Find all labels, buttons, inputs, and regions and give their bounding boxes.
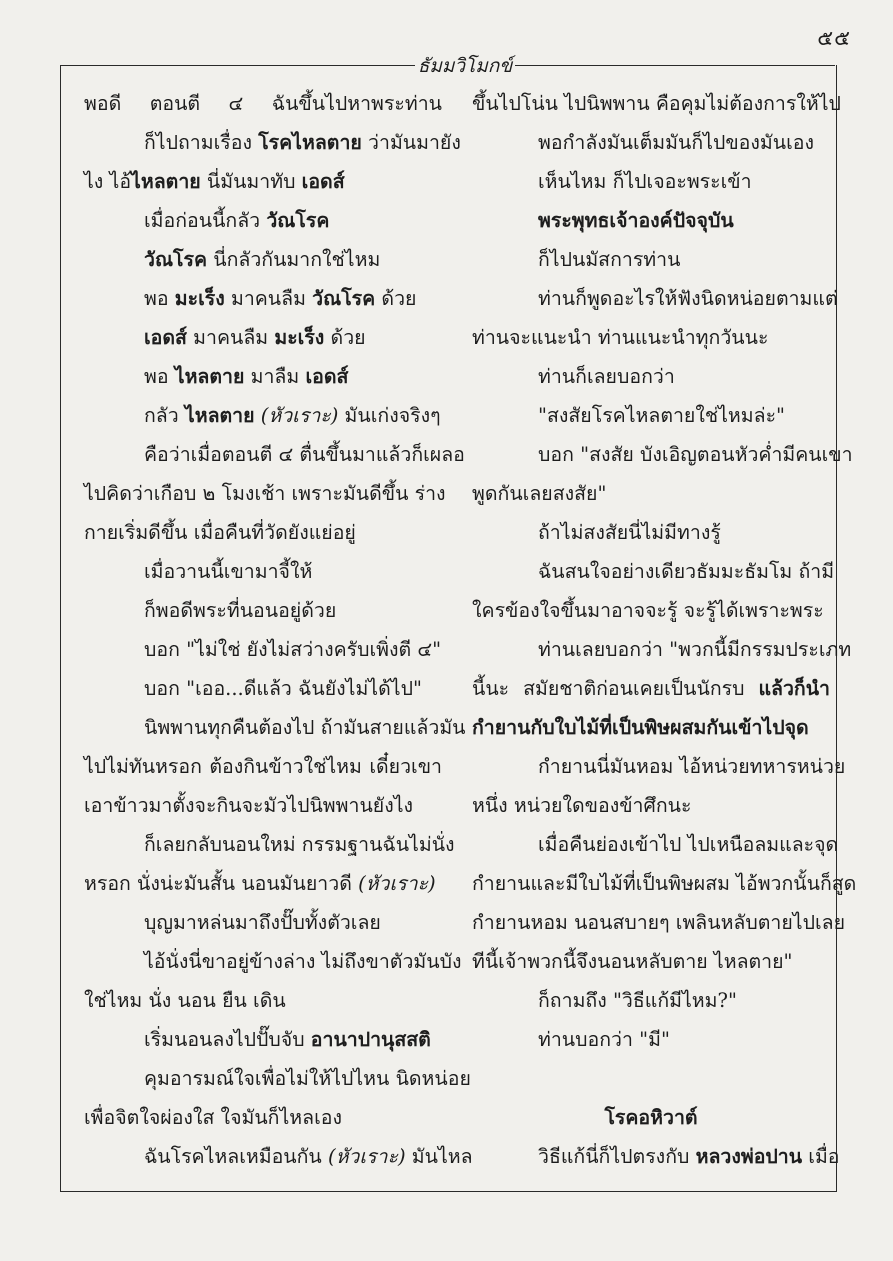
page-number: ๕๕ xyxy=(817,26,851,50)
text-line xyxy=(472,630,852,669)
header-title: ธัมมวิโมกข์ xyxy=(417,55,513,77)
text-segment: เพื่อจิตใจผ่องใส ใจมันก็ไหลเอง xyxy=(84,1106,342,1129)
text-segment: ท่านบอกว่า "มี" xyxy=(538,1028,670,1051)
text-segment: มันไหล xyxy=(405,1145,473,1168)
bold-term: วัณโรค xyxy=(144,248,208,271)
bold-term: วัณโรค xyxy=(266,209,330,232)
text-segment: นี่กลัวกันมากใช่ไหม xyxy=(207,248,381,271)
text-line xyxy=(472,474,830,513)
text-segment: กำยานหอม นอนสบายๆ เพลินหลับตายไปเลย xyxy=(472,911,846,934)
text-line xyxy=(84,240,442,279)
text-line xyxy=(472,240,830,279)
text-segment: หนึ่ง หน่วยใดของข้าศึกนะ xyxy=(472,794,692,817)
text-line xyxy=(84,903,442,942)
bold-term: เอดส์ xyxy=(144,326,187,349)
text-segment: ด้วย xyxy=(375,287,417,310)
text-line xyxy=(472,669,830,708)
text-segment: เริ่มนอนลงไปปั๊บจับ xyxy=(144,1028,311,1051)
text-segment: หรอก นั่งน่ะมันสั้น นอนมันยาวดี xyxy=(84,872,359,895)
text-segment: ไอ้นั่งนี่ขาอยู่ข้างล่าง ไม่ถึงขาตัวมันบัง xyxy=(144,950,462,973)
text-line xyxy=(472,84,841,123)
text-line xyxy=(84,591,442,630)
text-line xyxy=(84,201,442,240)
text-segment: ท่านเลยบอกว่า "พวกนี้มีกรรมประเภท xyxy=(538,638,852,661)
text-line xyxy=(84,942,462,981)
bold-term: แล้วก็นำ xyxy=(758,677,830,700)
text-segment: เห็นไหม ก็ไปเจอะพระเข้า xyxy=(538,170,752,193)
text-segment: ก็เลยกลับนอนใหม่ กรรมฐานฉันไม่นั่ง xyxy=(144,833,455,856)
text-line xyxy=(472,591,830,630)
text-segment: ใครข้องใจขึ้นมาอาจจะรู้ จะรู้ได้เพราะพระ xyxy=(472,599,824,622)
text-line xyxy=(84,513,442,552)
text-line xyxy=(84,84,442,123)
text-segment: เมื่อวานนี้เขามาจี้ให้ xyxy=(144,560,313,583)
text-line xyxy=(472,786,830,825)
text-segment: มาคนลืม xyxy=(186,326,275,349)
text-line xyxy=(84,981,442,1020)
text-line xyxy=(84,357,442,396)
text-segment: นี่มันมาทับ xyxy=(200,170,302,193)
text-segment: เมื่อคืนย่องเข้าไป ไปเหนือลมและจุด xyxy=(538,833,839,856)
text-line xyxy=(472,435,853,474)
text-line xyxy=(472,1059,830,1098)
text-segment: คือว่าเมื่อตอนตี ๔ ตื่นขึ้นมาแล้วก็เผลอ xyxy=(144,443,465,466)
text-line xyxy=(472,864,857,903)
italic-note: (หัวเราะ) xyxy=(327,1145,406,1168)
bold-term: อานาปานุสสติ xyxy=(310,1028,431,1051)
text-segment: พอดี ตอนตี ๔ ฉันขึ้นไปหาพระท่าน xyxy=(84,92,442,115)
text-line xyxy=(472,708,830,747)
text-line xyxy=(472,357,830,396)
bold-term: มะเร็ง xyxy=(274,326,325,349)
text-line xyxy=(84,1059,471,1098)
text-segment: กายเริ่มดีขึ้น เมื่อคืนที่วัดยังแย่อยู่ xyxy=(84,521,356,544)
text-line xyxy=(472,747,846,786)
text-segment: ก็ถามถึง "วิธีแก้มีไหม?" xyxy=(538,989,737,1012)
text-segment: คุมอารมณ์ใจเพื่อไม่ให้ไปไหน นิดหน่อย xyxy=(144,1067,471,1090)
text-line xyxy=(84,1098,442,1137)
text-segment: พอ xyxy=(144,365,175,388)
bold-term: เอดส์ xyxy=(305,365,349,388)
text-line xyxy=(472,279,838,318)
text-segment: พอ xyxy=(144,287,175,310)
text-line xyxy=(472,162,830,201)
text-segment: เมื่อ xyxy=(802,1145,840,1168)
text-segment: ขึ้นไปโน่น ไปนิพพาน คือคุมไม่ต้องการให้ไป xyxy=(472,92,841,115)
text-segment: ว่ามันมายัง xyxy=(361,131,461,154)
text-segment: ไง ไอ้ xyxy=(84,170,132,193)
italic-note: (หัวเราะ) xyxy=(358,872,436,895)
text-line xyxy=(472,1020,830,1059)
right-column xyxy=(472,84,857,1176)
text-line xyxy=(472,318,830,357)
text-line xyxy=(472,903,846,942)
bold-term: มะเร็ง xyxy=(174,287,225,310)
text-segment: โรคอหิวาต์ xyxy=(604,1106,698,1129)
text-segment: กำยานและมีใบไม้ที่เป็นพิษผสม ไอ้พวกนั้นก็สูด xyxy=(472,872,857,895)
bold-term: พระพุทธเจ้าองค์ปัจจุบัน xyxy=(538,209,734,232)
text-segment: นี้นะ สมัยชาติก่อนเคยเป็นนักรบ xyxy=(472,677,759,700)
text-segment: ถ้าไม่สงสัยนี่ไม่มีทางรู้ xyxy=(538,521,721,544)
text-segment: ไปคิดว่าเกือบ ๒ โมงเช้า เพราะมันดีขึ้น ร่าง xyxy=(84,482,446,505)
bold-term: โรคไหลตาย xyxy=(258,131,362,154)
text-line xyxy=(472,513,830,552)
text-line xyxy=(84,825,455,864)
text-line xyxy=(472,981,830,1020)
bold-term: วัณโรค xyxy=(312,287,376,310)
text-segment: บอก "เออ...ดีแล้ว ฉันยังไม่ได้ไป" xyxy=(144,677,422,700)
text-segment: นิพพานทุกคืนต้องไป ถ้ามันสายแล้วมัน xyxy=(144,716,466,739)
text-segment: เมื่อก่อนนี้กลัว xyxy=(144,209,267,232)
text-segment: บอก "ไม่ใช่ ยังไม่สว่างครับเพิ่งตี ๔" xyxy=(144,638,442,661)
text-line xyxy=(84,474,446,513)
text-line xyxy=(84,279,442,318)
bold-term: ไหลตาย xyxy=(174,365,245,388)
bold-term: ไหลตาย xyxy=(131,170,201,193)
text-line xyxy=(472,825,839,864)
text-line xyxy=(84,747,442,786)
text-segment: ไปไม่ทันหรอก ต้องกินข้าวใช่ไหม เดี๋ยวเขา xyxy=(84,755,442,778)
text-line xyxy=(84,786,442,825)
text-segment: ท่านจะแนะนำ ท่านแนะนำทุกวันนะ xyxy=(472,326,769,349)
text-segment: กลัว xyxy=(144,404,185,427)
text-line xyxy=(84,864,442,903)
text-segment: มันเก่งจริงๆ xyxy=(338,404,441,427)
text-line xyxy=(472,1137,840,1176)
text-line xyxy=(84,318,442,357)
text-line xyxy=(472,942,830,981)
text-segment: ทีนี้เจ้าพวกนี้จึงนอนหลับตาย ไหลตาย" xyxy=(472,950,793,973)
text-segment: ก็ไปถามเรื่อง xyxy=(144,131,259,154)
text-segment: วิธีแก้นี่ก็ไปตรงกับ xyxy=(538,1145,696,1168)
text-segment: พูดกันเลยสงสัย" xyxy=(472,482,607,505)
text-segment: ด้วย xyxy=(324,326,366,349)
text-segment: พอกำลังมันเต็มมันก็ไปของมันเอง xyxy=(538,131,814,154)
text-segment: ฉันสนใจอย่างเดียวธัมมะธัมโม ถ้ามี xyxy=(538,560,835,583)
text-segment: มาคนลืม xyxy=(224,287,313,310)
text-segment: บอก "สงสัย บังเอิญตอนหัวค่ำมีคนเขา xyxy=(538,443,853,466)
text-segment: ฉันโรคไหลเหมือนกัน xyxy=(144,1145,328,1168)
text-line xyxy=(84,435,465,474)
italic-note: (หัวเราะ) xyxy=(260,404,339,427)
text-line xyxy=(84,123,461,162)
text-line xyxy=(84,162,442,201)
bold-term: หลวงพ่อปาน xyxy=(695,1145,803,1168)
section-heading xyxy=(472,1098,830,1137)
text-line xyxy=(84,552,442,591)
text-segment: มาลืม xyxy=(244,365,306,388)
left-column xyxy=(84,84,473,1176)
text-segment: ท่านก็เลยบอกว่า xyxy=(538,365,675,388)
text-segment: เอาข้าวมาตั้งจะกินจะมัวไปนิพพานยังไง xyxy=(84,794,414,817)
text-line xyxy=(84,630,442,669)
text-segment: กำยานนี่มันหอม ไอ้หน่วยทหารหน่วย xyxy=(538,755,846,778)
text-line xyxy=(472,123,830,162)
text-line xyxy=(84,708,466,747)
bold-term: เอดส์ xyxy=(301,170,345,193)
text-line xyxy=(472,396,830,435)
text-line xyxy=(84,1020,442,1059)
text-line xyxy=(84,1137,473,1176)
text-line xyxy=(84,396,442,435)
text-segment: ก็พอดีพระที่นอนอยู่ด้วย xyxy=(144,599,337,622)
text-line xyxy=(472,552,835,591)
text-segment: ท่านก็พูดอะไรให้ฟังนิดหน่อยตามแต่ xyxy=(538,287,838,310)
bold-term: กำยานกับใบไม้ที่เป็นพิษผสมกันเข้าไปจุด xyxy=(472,716,809,739)
text-segment: ก็ไปนมัสการท่าน xyxy=(538,248,681,271)
text-segment: ใช่ไหม นั่ง นอน ยืน เดิน xyxy=(84,989,286,1012)
bold-term: ไหลตาย xyxy=(184,404,255,427)
text-line xyxy=(472,201,830,240)
text-segment: "สงสัยโรคไหลตายใช่ไหมล่ะ" xyxy=(538,404,786,427)
text-segment: บุญมาหล่นมาถึงปั๊บทั้งตัวเลย xyxy=(144,911,381,934)
text-line xyxy=(84,669,442,708)
